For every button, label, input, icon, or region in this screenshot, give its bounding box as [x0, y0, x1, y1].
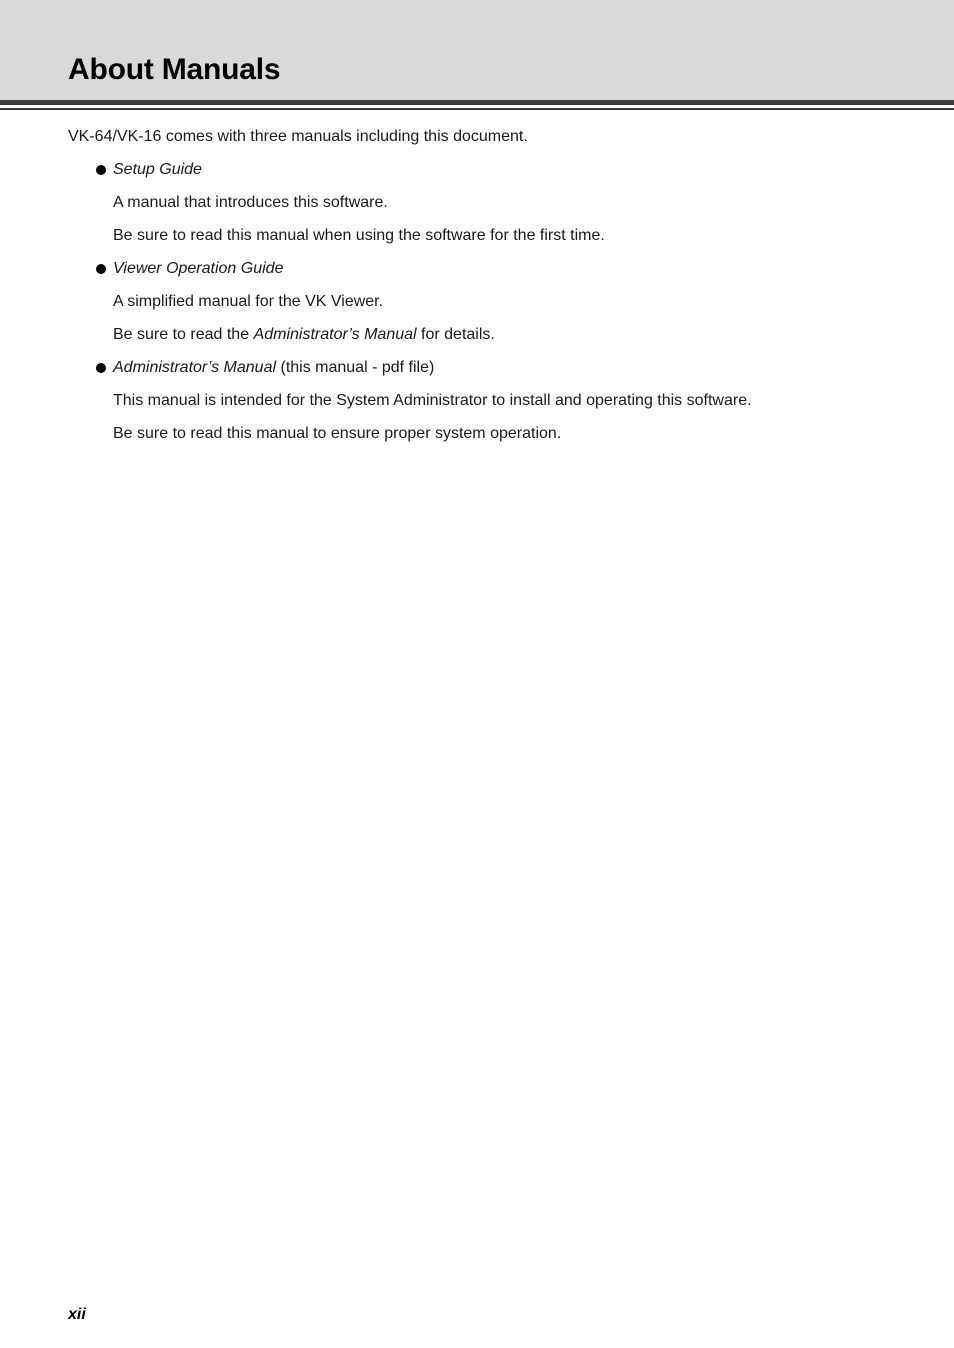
manual-recommendation	[68, 325, 898, 345]
manual-title-line	[68, 358, 898, 378]
manual-recommendation: Be sure to read this manual to ensure proper system operation.	[113, 425, 562, 442]
header-rule-thin	[0, 108, 954, 110]
bullet-icon	[96, 264, 106, 274]
bullet-icon	[96, 165, 106, 175]
main-content	[68, 127, 898, 457]
manual-title: Administrator’s Manual	[113, 359, 277, 376]
bullet-icon	[96, 363, 106, 373]
manual-title-line	[68, 160, 898, 180]
manual-note: (this manual - pdf file)	[280, 359, 435, 376]
manual-description: This manual is intended for the System Administrator to install and operating this software.	[113, 392, 752, 409]
header-rule-thick	[0, 100, 954, 105]
manual-title: Viewer Operation Guide	[113, 260, 284, 277]
manual-description: A manual that introduces this software.	[113, 194, 388, 211]
manual-recommendation: Be sure to read this manual when using the software for the first time.	[113, 227, 605, 244]
page-title: About Manuals	[68, 53, 281, 86]
manual-description: A simplified manual for the VK Viewer.	[113, 293, 384, 310]
manual-item-administrators-manual	[68, 358, 898, 444]
manual-title: Setup Guide	[113, 161, 202, 178]
recommendation-text-before: Be sure to read the	[113, 326, 250, 343]
intro-paragraph: VK-64/VK-16 comes with three manuals including this document.	[68, 128, 528, 145]
page-number: xii	[68, 1306, 86, 1323]
manual-item-viewer-operation-guide	[68, 259, 898, 345]
manual-item-setup-guide	[68, 160, 898, 246]
manual-reference: Administrator’s Manual	[253, 326, 417, 343]
recommendation-text-after: for details.	[421, 326, 495, 343]
manual-title-line	[68, 259, 898, 279]
